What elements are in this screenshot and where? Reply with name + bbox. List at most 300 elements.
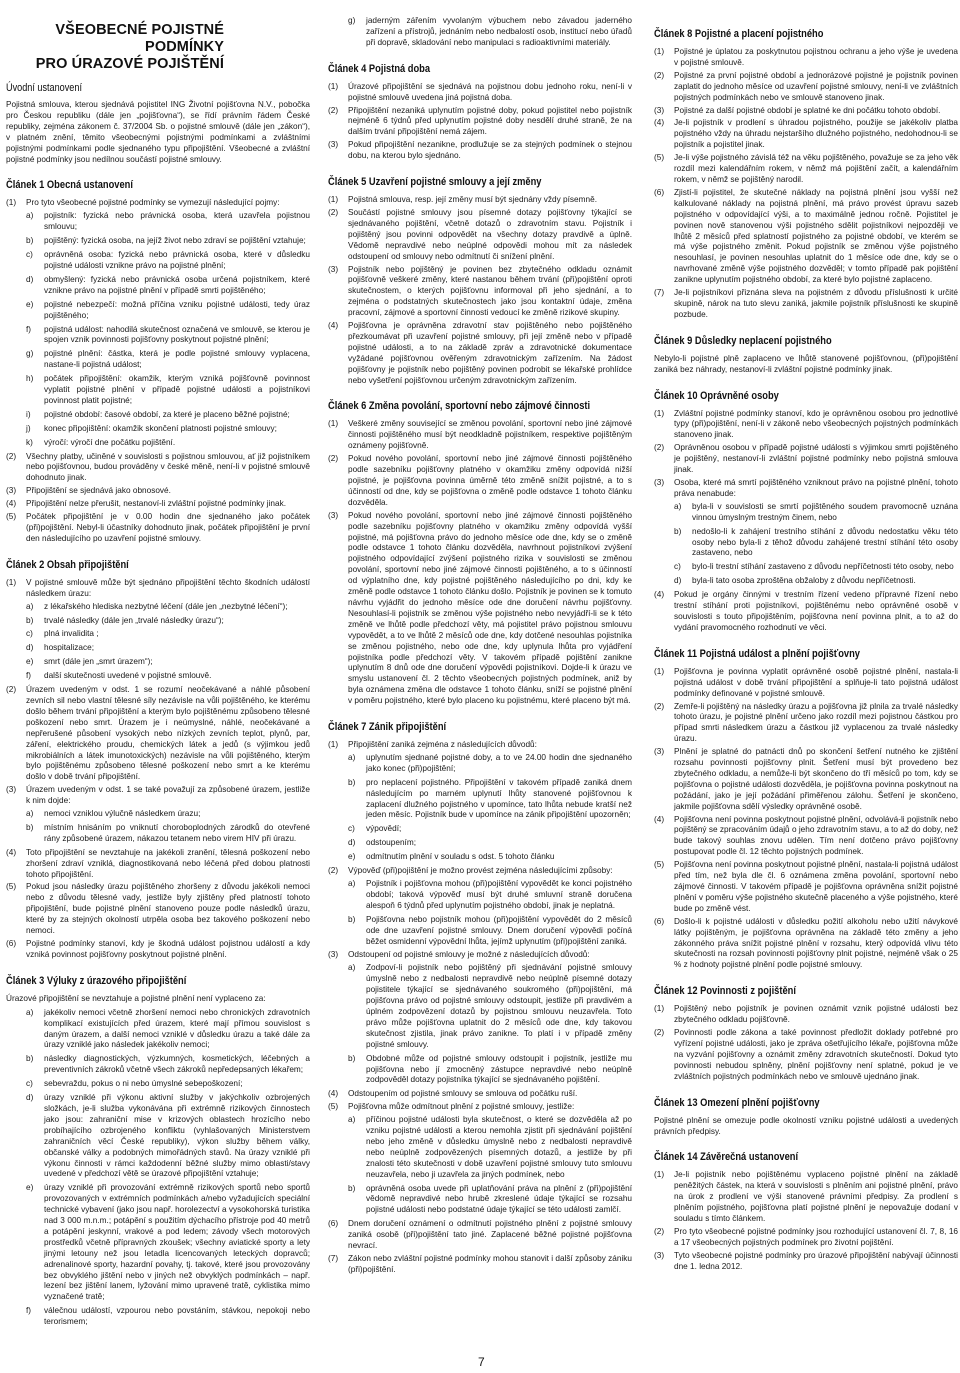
paragraph-text: Pokud připojištění nezanikne, prodlužuje se za stejných podmínek o stejnou dobu, na kterou bylo sjednáno.	[348, 140, 632, 161]
paragraph-number: (6)	[6, 939, 17, 948]
list-item	[6, 300, 310, 322]
page-number: 7	[478, 1355, 485, 1369]
section-heading-uvod: Úvodní ustanovení	[6, 82, 82, 94]
article-heading-cl1: Článek 1 Obecná ustanovení	[6, 179, 133, 192]
list-item-text: pojištěný: fyzická osoba, na jejíž život nebo zdraví se pojištění vztahuje;	[44, 236, 306, 246]
list-item-text: smrt (dále jen „smrt úrazem“);	[44, 657, 153, 667]
paragraph-number: (3)	[654, 478, 665, 487]
paragraph-text: Všechny platby, učiněné v souvislosti s pojistnou smlouvou, ať již pojistníkem nebo pojišťovnou, budou prováděny v české měně, není-li v pojistné smlouvě dohodnuto jinak.	[26, 451, 310, 483]
paragraph-text: Připojištění nezaniká uplynutím pojistné doby, pokud pojistitel nebo pojistník nejméně 6 týdnů před uplynutím pojistné doby nesdělí druhé straně, že na dalším trvání připojištění nemá zájem.	[348, 105, 632, 137]
paragraph-text: Je-li pojistník v prodlení s úhradou pojistného, použije se jakékoliv platba pojistného vždy na úhradu nejstaršího dlužného pojistného, nedohodnou-li se pojistník a pojistitel jinak.	[674, 118, 958, 150]
list-item-label: g)	[26, 349, 34, 359]
list-item-label: d)	[348, 838, 356, 848]
list-item	[6, 410, 310, 421]
paragraph-number: (2)	[654, 443, 665, 453]
article-cl10	[654, 390, 958, 634]
paragraph-text: Pokud nového povolání, sportovní nebo jiné zájmové činnosti pojištěného podle sazebníku pojišťovny platného v okamžiku změny odpovídá vyšší pojistné, má pojišťovna právo do jednoho měsíce ode dne, kdy se o změně podle odstavce 1 tohoto článku dozvěděla, navrhnout pojistníkovi zvýšení pojistného odpovídající zvýšení pojistného rizika v souvislosti se změnou povolání, sportovní nebo jiné zájmové činnosti pojištěného, a to s účinností od výplatního dne, kdy pojistné pojištěného následujícího po dni, kdy ke změně podle odstavce 1 tohoto článku došlo. Pojistník je povinen se k tomuto návrhu vyjádřit do jednoho měsíce ode dne doručení návrhu pojišťovny. Nesouhlasí-li pojistník se změnou výše pojistného nebo nevyjádří-li se k této změně ve lhůtě podle předchozí věty, má pojistitel právo pojistnou smlouvu vypovědět, a to ve lhůtě 2 měsíců ode dne, kdy dotčené nesouhlas pojistníka se změnou pojistného, nebo ode dne, kdy uplynula lhůta pro vyjádření pojistníka podle předchozí věty. V takovém případě pojištění zanikne uplynutím 8 dnů ode dne doručení výpovědi pojistníkovi. Dojde-li k úrazu ve smyslu ustanovení čl. 2 těchto všeobecných pojistných podmínek, aniž by byla oznámena změna dle odstavce 1 tohoto článku, sníží se pojistné plnění v poměru pojistného, které bylo placeno ku pojistnému, které placeno být má.	[348, 510, 632, 706]
article-cl3b	[328, 16, 632, 49]
paragraph-text: Dnem doručení oznámení o odmítnutí pojistného plnění z pojistné smlouvy zaniká osobě (při)pojištění tato jiné. Zaplacené běžné pojistné pojišťovna nevrací.	[348, 1219, 632, 1251]
list-item-text: pojistné nebezpečí: možná příčina vzniku pojistné události, tedy úraz pojištěného;	[44, 299, 310, 320]
list-item-label: b)	[348, 914, 356, 924]
article-cl2	[6, 559, 310, 961]
article-paragraph	[654, 1004, 958, 1026]
article-cl5	[328, 176, 632, 386]
paragraph-number: (5)	[6, 882, 17, 892]
article-paragraph	[654, 860, 958, 915]
list-item	[328, 915, 632, 948]
article-heading-cl2: Článek 2 Obsah připojištění	[6, 558, 129, 571]
list-item-label: b)	[26, 236, 34, 246]
article-paragraph	[654, 747, 958, 812]
paragraph-text: Úrazem uvedeným v odst. 1 se rozumí neočekávané a náhlé působení zevních sil nebo vlastní tělesné síly nezávisle na vůli pojištěného, ke kterému došlo během trvání připojištění a kterým bylo pojištěnému způsobeno tělesné poškození nebo smrt. Úrazem je i neúmyslné, náhlé, neočekávané a nepřerušené působení vysokých nebo nízkých zevních teplot, plynů, par, záření, elektrického proudu, chemických látek a jedů (s výjimkou jedů mikrobiálních a látek imunotoxických) nezávisle na vůli pojištěného, kterým bylo pojištěnému způsobeno tělesné poškození nebo smrt a ke kterému došlo v době trvání připojištění.	[26, 685, 310, 782]
paragraph-number: (3)	[654, 1250, 665, 1260]
paragraph-text: Plnění je splatné do patnácti dnů po skončení šetření nutného ke zjištění rozsahu povinnosti pojišťovny plnit. Šetření musí být provedeno bez zbytečného odkladu, a nemůže-li být skončeno do tří měsíců po tom, kdy se pojišťovna o pojistné události dozvěděla, je pojišťovna povinna poskytnout na požádání, jako je její požádání přiměřenou zálohu. Šetření je skončeno, jakmile pojišťovna sdělí výsledky oprávněné osobě.	[674, 747, 958, 811]
list-item-text: úrazy vzniklé při výkonu aktivní služby v jakýchkoliv ozbrojených složkách, je-li služba vykonávána při extrémně rizikových činnostech jako jsou: zahraniční mise v krizových oblastech hrozícího nebo probíhajícího ozbrojeného konfliktu (vyhlašovaných Ministerstvem zahraničních věcí České republiky), výkon služby během války, občanské války a podobných mimořádných stavů. Na úrazy vzniklé při výkonu činnosti v rámci každodenní běžné služby mimo oblasti/stavy uvedené v předchozí větě se úrazové připojištění vztahuje;	[44, 1093, 310, 1179]
article-paragraph	[6, 486, 310, 497]
article-heading-cl10: Článek 10 Oprávněné osoby	[654, 389, 779, 402]
list-item	[6, 424, 310, 435]
article-paragraph	[654, 815, 958, 859]
article-cl11	[654, 648, 958, 971]
paragraph-number: (1)	[328, 419, 339, 429]
article-heading-cl13: Článek 13 Omezení plnění pojišťovny	[654, 1096, 820, 1109]
article-paragraph	[6, 685, 310, 783]
article-paragraph	[6, 578, 310, 600]
list-item	[328, 838, 632, 849]
article-heading-cl7: Článek 7 Zánik připojištění	[328, 721, 447, 734]
list-item-text: oprávněná osoba: fyzická nebo právnická osoba, které v důsledku pojistné události vznikne právo na pojistné plnění;	[44, 250, 310, 270]
list-item-label: a)	[26, 601, 34, 611]
article-paragraph	[654, 590, 958, 634]
list-item	[328, 778, 632, 822]
list-item-text: byla-li tato osoba zproštěna obžaloby z důvodu nepříčetnosti.	[692, 576, 916, 586]
list-item	[6, 629, 310, 640]
article-intro-cl9: Nebylo-li pojistné plně zaplaceno ve lhůtě stanovené pojišťovnou, (při)pojištění zaniká bez náhrady, nestanoví-li zvláštní pojistné podmínky jinak.	[654, 353, 958, 374]
article-cl6	[328, 400, 632, 707]
paragraph-text: Výpověď (při)pojištění je možno provést zejména následujícími způsoby:	[348, 866, 613, 876]
article-heading-cl8: Článek 8 Pojistné a placení pojistného	[654, 28, 824, 40]
list-item-label: h)	[26, 374, 34, 384]
list-item-text: následky diagnostických, výzkumných, kosmetických, léčebných a preventivních zákroků včetně všech zákroků nepředepsaných lékařem;	[44, 1054, 310, 1075]
article-paragraph	[6, 512, 310, 545]
paragraph-number: (2)	[328, 454, 339, 464]
paragraph-text: Pojistné za další pojistné období je splatné ke dni počátku tohoto období.	[674, 105, 941, 115]
list-item-label: f)	[26, 324, 32, 334]
paragraph-number: (3)	[328, 510, 339, 520]
article-paragraph	[654, 478, 958, 500]
article-paragraph	[328, 1102, 632, 1113]
paragraph-number: (1)	[654, 666, 665, 676]
article-paragraph	[654, 1170, 958, 1225]
list-item-label: b)	[348, 777, 356, 787]
paragraph-number: (2)	[654, 1028, 665, 1038]
paragraph-text: Úrazové připojištění se sjednává na pojistnou dobu jednoho roku, není-li v pojistné smlouvě uvedena jiná pojistná doba.	[348, 81, 632, 102]
list-item-label: c)	[674, 562, 681, 572]
article-cl12	[654, 985, 958, 1082]
paragraph-text: Pojišťovna je povinna vyplatit oprávněné osobě pojistné plnění, nastala-li pojistná událost v době trvání připojištění a splňuje-li tato pojistná událost podmínky definované v pojistné smlouvě.	[674, 666, 958, 698]
list-item-label: d)	[26, 643, 34, 653]
paragraph-number: (5)	[654, 153, 665, 163]
column-right	[654, 14, 958, 1275]
paragraph-text: Odstoupením od pojistné smlouvy se smlouva od počátku ruší.	[348, 1089, 578, 1099]
list-item	[6, 349, 310, 371]
list-item	[6, 823, 310, 845]
list-item-text: trvalé následky (dále jen „trvalé následky úrazu“);	[44, 615, 224, 625]
item-list	[6, 211, 310, 448]
paragraph-text: Pojištěný nebo pojistník je povinen oznámit vznik pojistné události bez zbytečného odkladu pojišťovně.	[674, 1004, 958, 1025]
list-item	[654, 562, 958, 573]
article-paragraph	[328, 950, 632, 961]
article-paragraph	[654, 188, 958, 286]
list-item-text: nedošlo-li k zahájení trestního stíhání z důvodu nedostatku věku této osoby nebo byla-li z těhož důvodu zahájené trestní stíhání této osoby zastaveno, nebo	[692, 526, 958, 558]
list-item-text: pojistník: fyzická nebo právnická osoba, která uzavřela pojistnou smlouvu;	[44, 211, 310, 232]
list-item-label: b)	[674, 526, 682, 536]
list-item	[6, 374, 310, 407]
list-item-label: a)	[348, 963, 356, 973]
list-item-text: příčinou pojistné události byla skutečnost, o které se dozvěděla až po vzniku pojistné události a kterou nemohla zjistit při sjednávání pojištění nebo jeho změně v důsledku úmyslně nebo z nedbalosti nepravdivě nebo neúplně zodpovězených písemných dotazů, a jestliže by při znalosti této skutečnosti v době uzavření pojistné smlouvy tuto smlouvu neuzavřela, nebo ji uzavřela za jiných podmínek, nebo	[366, 1115, 632, 1179]
paragraph-text: Zvláštní pojistné podmínky stanoví, kdo je oprávněnou osobou pro jednotlivé typy (při)pojištění, není-li v zákoně nebo všeobecných pojistných podmínkách stanoveno jinak.	[674, 408, 958, 440]
item-list	[328, 963, 632, 1086]
paragraph-number: (2)	[328, 105, 339, 115]
list-item-label: c)	[26, 250, 33, 260]
article-paragraph	[328, 195, 632, 206]
list-item	[328, 753, 632, 775]
list-item	[654, 527, 958, 560]
list-item-text: sebevraždu, pokus o ni nebo úmyslné sebepoškození;	[44, 1079, 243, 1089]
paragraph-text: Připojištění zaniká zejména z následujících důvodů:	[348, 740, 537, 750]
paragraph-number: (3)	[328, 264, 339, 274]
article-paragraph	[654, 1251, 958, 1273]
paragraph-number: (4)	[6, 847, 17, 857]
article-paragraph	[654, 1227, 958, 1249]
list-item	[6, 1093, 310, 1180]
paragraph-text: Oprávněnou osobou v případě pojistné události s výjimkou smrti pojištěného je pojištěný, nestanoví-li zvláštní pojistné podmínky nebo pojistná smlouva jinak.	[674, 443, 958, 475]
list-item-text: úrazy vzniklé při provozování extrémně rizikových sportů nebo sportů provozovaných v extrémních podmínkách a/nebo vyžadujících speciální technické vybavení (jako jsou např. horolezectví a vysokohorská turistika nad 3 000 m.n.m.; potápění s použitím dýchacího přístroje pod 40 metrů a potápění jeskynní, vrakové a pod ledem; závody všech motorových prostředků včetně přípravných zkoušek; všechny aviatické sporty a lety jinými letouny než jsou letadla licencovaných leteckých dopravců; adrenalinové sporty, hazardní povahy, tj. takové, které jsou provozovány bez obvyklého jištění nebo v jiných než obvyklých podmínkách – např. lezení bez jištění lanem, lyžování mimo upravené tratě, cyklistika mimo vyznačené tratě;	[44, 1183, 310, 1302]
paragraph-text: Pojišťovna není povinna poskytnout pojistné plnění, nastala-li pojistná událost před tím, než byla dle čl. 6 oznámena změna povolání, sportovní nebo zájmové činnosti. V takovém případě je pojišťovna oprávněna snížit pojistné plnění v poměru výše pojistného skutečně placeného a výše pojistného, které bude po změně vést.	[674, 860, 958, 913]
list-item-text: počátek připojištění: okamžik, kterým vzniká pojišťovně povinnost vyplatit pojistné plnění v případě pojistné události a pojistníkovi povinnost platit pojistné;	[44, 374, 310, 405]
paragraph-number: (3)	[654, 747, 665, 757]
list-item-label: a)	[26, 211, 34, 221]
paragraph-number: (4)	[654, 814, 665, 824]
article-paragraph	[328, 140, 632, 162]
article-heading-cl11: Článek 11 Pojistná událost a plnění pojišťovny	[654, 647, 860, 660]
list-item-label: b)	[26, 822, 34, 832]
paragraph-text: Tyto všeobecné pojistné podmínky pro úrazové připojištění nabývají účinnosti dne 1. ledna 2012.	[674, 1250, 958, 1271]
article-paragraph	[328, 321, 632, 386]
paragraph-number: (3)	[6, 785, 17, 795]
article-paragraph	[328, 265, 632, 320]
paragraph-number: (5)	[6, 512, 17, 522]
paragraph-number: (3)	[6, 486, 17, 496]
article-paragraph	[654, 153, 958, 186]
list-item-label: e)	[26, 299, 34, 309]
list-item-label: e)	[26, 657, 34, 667]
column-left	[6, 14, 310, 1331]
list-item-text: pro neplacení pojistného. Připojištění v takovém případě zaniká dnem následujícím po marném uplynutí lhůty stanovené pojišťovnou k zaplacení dlužného pojistného v upomínce, tato lhůta nebude kratší než jeden měsíc. Pojistník bude v upomínce na zánik připojištění upozorněn;	[366, 777, 632, 820]
paragraph-number: (6)	[328, 1219, 339, 1229]
paragraph-number: (4)	[6, 499, 17, 509]
list-item-text: jakékoliv nemoci včetně zhoršení nemoci nebo chronických zdravotních komplikací existujících před úrazem, které mají přímou souvislost s daným úrazem, a další nemoci vzniklé v důsledku úrazu a také dále za úrazy vzniklé jako následek jakékoliv nemoci;	[44, 1007, 310, 1050]
list-item	[6, 211, 310, 233]
list-item-text: oprávněná osoba uvede při uplatňování práva na plnění z (při)pojištění vědomě nepravdivé nebo hrubě zkreslené údaje týkající se rozsahu pojistné události nebo podstatné údaje týkající se této události zamlčí.	[366, 1183, 632, 1215]
list-item	[6, 1054, 310, 1076]
paragraph-number: (1)	[6, 577, 17, 587]
list-item-label: i)	[26, 409, 31, 419]
article-heading-cl3: Článek 3 Výluky z úrazového připojištění	[6, 974, 187, 987]
paragraph-number: (5)	[654, 860, 665, 870]
paragraph-number: (2)	[328, 866, 339, 876]
list-item	[6, 809, 310, 820]
article-heading-cl14: Článek 14 Závěrečná ustanovení	[654, 1151, 799, 1164]
paragraph-text: Je-li výše pojistného závislá též na věku pojištěného, považuje se za jeho věk rozdíl mezi kalendářním rokem, v němž má pojištění začít, a kalendářním rokem, v němž se pojištěný narodil.	[674, 153, 958, 184]
item-list	[6, 602, 310, 682]
paragraph-number: (4)	[328, 321, 339, 331]
paragraph-text: Pojistné podmínky stanoví, kdy je škodná událost pojistnou událostí a kdy vzniká povinnost pojišťovny poskytnout pojistné plnění.	[26, 939, 310, 959]
paragraph-number: (2)	[6, 685, 17, 695]
list-item-label: a)	[348, 1115, 356, 1125]
list-item-label: k)	[26, 437, 33, 447]
paragraph-text: Pojistné je úplatou za poskytnutou pojistnou ochranu a jeho výše je uvedena v pojistné smlouvě.	[674, 47, 958, 67]
article-paragraph	[328, 740, 632, 751]
article-paragraph	[654, 702, 958, 746]
article-cl4	[328, 63, 632, 162]
article-paragraph	[6, 499, 310, 510]
article-intro-cl13: Pojistné plnění se omezuje podle okolností vzniku pojistné události a uvedených právních předpisy.	[654, 1115, 958, 1136]
list-item	[6, 643, 310, 654]
paragraph-text: Veškeré změny související se změnou povolání, sportovní nebo jiné zájmové činnosti pojištěného musí být neodkladně pojistníkem, respektive pojištěným oznámeny pojišťovně.	[348, 419, 632, 451]
list-item	[328, 852, 632, 863]
paragraph-number: (3)	[328, 950, 339, 960]
paragraph-text: Povinnosti podle zákona a také povinnost předložit doklady potřebné pro vyřízení pojistné události, jako je zpráva ošetřujícího lékaře, pojišťovna může na vyzvání pojišťovny a oznámit změny zdravotních skutečností. Dokud tyto povinnosti nebudou splněny, plnění pojišťovny není splatné, pokud je ve zvláštních pojistných podmínkách nebo ve smlouvě ujednáno jinak.	[674, 1028, 958, 1081]
list-item-label: a)	[26, 809, 34, 819]
list-item-label: d)	[674, 576, 682, 586]
list-item	[328, 1054, 632, 1087]
list-item	[6, 671, 310, 682]
list-item-text: Obdobné může od pojistné smlouvy odstoupit i pojistník, jestliže mu pojišťovna nebo jí zmocněný zástupce nepravdivé nebo neúplně zodpověděl dotazy pojistníka týkající se sjednávaného pojištění.	[366, 1053, 632, 1085]
paragraph-number: (4)	[654, 590, 665, 600]
article-cl7	[328, 721, 632, 1276]
paragraph-number: (5)	[328, 1102, 339, 1112]
list-item-text: konec připojištění: okamžik skončení platnosti pojistné smlouvy;	[44, 423, 277, 433]
paragraph-number: (7)	[328, 1254, 339, 1263]
paragraph-number: (2)	[654, 701, 665, 711]
paragraph-text: V pojistné smlouvě může být sjednáno připojištění těchto škodních událostí následkem úrazu:	[26, 577, 310, 598]
article-heading-cl12: Článek 12 Povinnosti z pojištění	[654, 985, 796, 998]
paragraph-text: Pojišťovna není povinna poskytnout pojistné plnění, odvolává-li pojistník nebo pojištěný se zpracováním údajů o jeho zdravotním stavu, a to až do doby, než bude takový souhlas znovu udělen. Tím není dotčeno právo pojišťovny postupovat podle čl. 12 těchto pojistných podmínek.	[674, 814, 958, 857]
article-paragraph	[6, 848, 310, 881]
paragraph-text: Je-li pojistník nebo pojištěnému vyplaceno pojistné plnění na základě peněžitých částek, na která v souvislosti s plněním ani pojistné plnění, právo na úrok z prodlení ve výši stanovené právními předpisy. Za prodlení s plněním pojistného, pojišťovna platí pojistné plnění je nepovažuje dodaní v souladu s tímto článkem.	[674, 1170, 958, 1224]
article-paragraph	[6, 452, 310, 485]
article-cl8	[654, 28, 958, 321]
article-cl3	[6, 975, 310, 1328]
article-paragraph	[654, 118, 958, 151]
list-item-label: b)	[26, 615, 34, 625]
column-middle	[328, 14, 632, 1278]
item-list	[328, 753, 632, 863]
article-heading-cl6: Článek 6 Změna povolání, sportovní nebo zájmové činnosti	[328, 400, 591, 413]
list-item	[328, 879, 632, 912]
list-item-text: bylo-li trestní stíhání zastaveno z důvodu nepříčetnosti této osoby, nebo	[692, 562, 954, 572]
item-list	[328, 1115, 632, 1216]
paragraph-text: Pojistné za první pojistné období a jednorázové pojistné je pojistník povinen zaplatit do jednoho měsíce od uzavření pojistné smlouvy, není-li ve zvláštních pojistných podmínkách nebo ve smlouvě stanoveno jinak.	[674, 70, 958, 102]
paragraph-text: Zemře-li pojištěný na následky úrazu a pojišťovna již plnila za trvalé následky tohoto úrazu, je pojistné plnění určeno jako rozdíl mezi pojistnou částkou pro případ smrti následkem úrazu a částkou již vyplacenou za trvalé následky úrazu.	[674, 701, 958, 744]
list-item	[6, 438, 310, 449]
paragraph-text: Pojistná smlouva, resp. její změny musí být sjednány vždy písemně.	[348, 195, 597, 205]
article-paragraph	[654, 1028, 958, 1083]
paragraph-text: Součástí pojistné smlouvy jsou písemné dotazy pojišťovny týkající se sjednávaného pojištění, včetně dotazů o zdravotním stavu. Pojistník i pojištěný jsou povinni odpovědět na všechny dotazy pravdivě a úplně. Vědomě nepravdivé nebo neúplné odpovědi mohou mít za následek odstoupení od smlouvy nebo odmítnutí či snížení plnění.	[348, 207, 632, 261]
list-item-label: g)	[348, 16, 356, 25]
article-intro-cl3: Úrazové připojištění se nevztahuje a pojistné plnění není vyplaceno za:	[6, 993, 266, 1003]
list-item-label: f)	[26, 671, 32, 681]
paragraph-number: (1)	[654, 1170, 665, 1180]
list-item	[328, 1115, 632, 1180]
article-paragraph	[328, 511, 632, 707]
list-item	[6, 1183, 310, 1303]
list-item-label: c)	[26, 1079, 33, 1089]
list-item-text: Pojišťovna nebo pojistník mohou (při)pojištění vypovědět do 2 měsíců ode dne uzavření pojistné smlouvy. Dnem doručení výpovědi počíná běžet osmidenní výpovědní lhůta, jejímž uplynutím (při)pojištění zaniká.	[366, 914, 632, 946]
article-heading-cl4: Článek 4 Pojistná doba	[328, 62, 431, 75]
list-item-label: c)	[26, 629, 33, 639]
paragraph-text: Odstoupení od pojistné smlouvy je možné z následujících důvodů:	[348, 950, 590, 960]
list-item-text: výpovědí;	[366, 824, 402, 834]
list-item	[328, 824, 632, 835]
list-item-text: pojistná událost: nahodilá skutečnost označená ve smlouvě, se kterou je spojen vznik povinnosti pojišťovny poskytnout pojistné plnění;	[44, 324, 310, 345]
article-cl1	[6, 179, 310, 544]
list-item-label: a)	[348, 879, 356, 888]
paragraph-number: (2)	[328, 207, 339, 217]
paragraph-number: (3)	[654, 105, 665, 115]
list-item	[6, 602, 310, 613]
article-paragraph	[328, 454, 632, 509]
list-item-text: odstoupením;	[366, 838, 416, 848]
article-cl9	[654, 335, 958, 376]
list-item-text: jaderným zářením vyvolaným výbuchem nebo závadou jaderného zařízení a přístrojů, jednáním nebo nedbalostí osob, institucí nebo úřadů při dopravě, skladování nebo manipulaci s radioaktivními materiály.	[366, 16, 632, 47]
list-item-text: hospitalizace;	[44, 643, 94, 653]
list-item-label: a)	[674, 501, 682, 511]
item-list	[6, 1008, 310, 1328]
list-item-label: a)	[26, 1007, 34, 1017]
article-heading-cl9: Článek 9 Důsledky neplacení pojistného	[654, 334, 832, 347]
list-item	[6, 657, 310, 668]
article-paragraph	[328, 1089, 632, 1100]
document-title	[6, 22, 224, 73]
list-item	[328, 963, 632, 1050]
list-item-text: plná invalidita ;	[44, 629, 99, 639]
list-item	[6, 616, 310, 627]
paragraph-text: Pro tyto všeobecné pojistné podmínky se vymezují následující pojmy:	[26, 198, 280, 208]
list-item-label: b)	[26, 1054, 34, 1064]
article-paragraph	[328, 866, 632, 877]
list-item-text: místním hnisáním po vniknutí choroboplodných zárodků do otevřené rány způsobené úrazem, nákazou tetanem nebo virem HIV při úrazu.	[44, 822, 310, 843]
paragraph-text: Došlo-li k pojistné události v důsledku požití alkoholu nebo užití návykové látky pojištěným, je pojišťovna oprávněna na základě této změny a jeho zákonného práva snížit pojistné plnění v rozsahu, který odpovídá vlivu této skutečnosti na rozsah povinnosti pojišťovny plnit pojistné, nejméně však o 25 % z hodnoty pojistné plnění podle pojistné smlouvy.	[674, 916, 958, 970]
document-title-line-1: VŠEOBECNÉ POJISTNÉ PODMÍNKY	[55, 22, 224, 55]
list-item-text: odmítnutím plnění v souladu s odst. 5 tohoto článku	[366, 852, 555, 862]
item-list	[328, 16, 632, 49]
list-item-text: uplynutím sjednané pojistné doby, a to ve 24.00 hodin dne sjednaného jako konec (při)pojištění;	[366, 752, 632, 773]
list-item-text: Pojistník i pojišťovna mohou (při)pojištění vypovědět ke konci pojistného období; taková výpověď musí být druhé smluvní straně doručena alespoň 6 týdnů před uplynutím pojistného období, jinak je neplatná.	[366, 879, 632, 910]
paragraph-number: (7)	[654, 288, 665, 298]
article-paragraph	[654, 106, 958, 117]
list-item	[6, 1079, 310, 1090]
paragraph-text: Připojištění se sjednává jako obnosové.	[26, 486, 171, 496]
list-item-text: z lékařského hlediska nezbytné léčení (dále jen „nezbytné léčení“);	[44, 601, 288, 611]
paragraph-text: Pokud jsou následky úrazu pojištěného zhoršeny z důvodu jakékoli nemoci nebo z důvodu tělesné vady, jestliže byly zjištěny před platností tohoto připojištění, bude pojistné plnění stanoveno pouze podle následků úrazu, které by za stejných okolností utrpěla osoba bez takového poškození nebo nemoci.	[26, 882, 310, 936]
list-item	[6, 325, 310, 347]
list-item-text: pojistné plnění: částka, která je podle pojistné smlouvy vyplacena, nastane-li pojistná událost;	[44, 349, 310, 370]
item-list	[654, 502, 958, 587]
list-item-label: b)	[348, 1053, 356, 1063]
article-paragraph	[328, 1254, 632, 1276]
list-item-text: válečnou událostí, vzpourou nebo povstáním, stávkou, nepokoji nebo terorismem;	[44, 1306, 310, 1327]
paragraph-number: (3)	[328, 140, 339, 150]
list-item	[6, 236, 310, 247]
paragraph-number: (1)	[654, 47, 665, 56]
list-item-label: d)	[26, 1093, 34, 1103]
list-item	[6, 275, 310, 297]
paragraph-text: Zákon nebo zvláštní pojistné podmínky mohou stanovit i další způsoby zániku (při)pojištění.	[348, 1254, 632, 1274]
list-item	[328, 1184, 632, 1217]
article-paragraph	[654, 47, 958, 69]
list-item	[6, 250, 310, 272]
list-item-label: b)	[348, 1183, 356, 1193]
article-heading-cl5: Článek 5 Uzavření pojistné smlouvy a její změny	[328, 176, 542, 189]
list-item-text: obmyšlený: fyzická nebo právnická osoba určená pojistníkem, které vznikne právo na pojistné plnění v případě smrti pojištěného;	[44, 274, 310, 295]
list-item-text: výročí: výročí dne počátku pojištění.	[44, 437, 176, 447]
list-item-text: pojistné období: časové období, za které je placeno běžné pojistné;	[44, 409, 290, 419]
list-item	[654, 502, 958, 524]
paragraph-text: Pro tyto všeobecné pojistné podmínky jsou rozhodující ustanovení čl. 7, 8, 16 a 17 všeobecných pojistných podmínek pro životní pojištění.	[674, 1226, 958, 1247]
paragraph-number: (1)	[654, 408, 665, 418]
article-paragraph	[6, 939, 310, 961]
paragraph-number: (2)	[654, 70, 665, 80]
article-paragraph	[654, 667, 958, 700]
paragraph-text: Pojišťovna je oprávněna zdravotní stav pojištěného nebo pojištěného přezkoumávat při uzavření pojistné smlouvy, při její změně nebo v případě pojistné události, a to na základě zpráv a zdravotnické dokumentace vyžádané pojišťovnou ověřeným zdravotnickým zařízením. Na žádost pojišťovny je pojistník nebo pojištěný povinen podrobit se lékařské prohlídce nebo vyšetření pojišťovnou určeným zdravotnickým zařízením.	[348, 321, 632, 385]
paragraph-text: Pokud je orgány činnými v trestním řízení vedeno přípravné řízení nebo trestní stíhání proti pojistníkovi, pojištěnému nebo oprávněné osobě v souvislosti s touto připojištěním, pojišťovna není povinna plnit, a to až do vydání pravomocného rozhodnutí ve věci.	[674, 590, 958, 632]
article-cl14	[654, 1151, 958, 1272]
paragraph-number: (1)	[328, 81, 339, 91]
article-paragraph	[6, 198, 310, 209]
list-item-label: j)	[26, 423, 31, 433]
article-cl13	[654, 1097, 958, 1138]
paragraph-text: Pojišťovna může odmítnout plnění z pojistné smlouvy, jestliže:	[348, 1102, 575, 1112]
article-paragraph	[654, 917, 958, 972]
list-item	[328, 16, 632, 49]
intro-paragraph: Pojistná smlouva, kterou sjednává pojistitel ING Životní pojišťovna N.V., pobočka pro Českou republiku (dále jen „pojišťovna“), se řídí právním řádem České republiky, zejména zákonem č. 37/2004 Sb. o pojistné smlouvě (dále jen „zákon“), v platném znění, těmito všeobecnými pojistnými podmínkami a zvláštními pojistnými podmínkami podle sjednaného typu připojištění. Všeobecné a zvláštní pojistné podmínky jsou nedílnou součástí pojistné smlouvy.	[6, 100, 310, 164]
paragraph-number: (1)	[654, 1004, 665, 1014]
article-paragraph	[328, 419, 632, 452]
article-paragraph	[654, 71, 958, 104]
paragraph-number: (1)	[328, 740, 339, 750]
paragraph-number: (2)	[654, 1226, 665, 1236]
paragraph-text: Úrazem uvedeným v odst. 1 se také považují za způsobené úrazem, jestliže k nim dojde:	[26, 785, 310, 806]
list-item-text: nemoci vzniklou výlučně následkem úrazu;	[44, 809, 201, 819]
paragraph-text: Je-li pojistníkovi přiznána sleva na pojistném z důvodu příslušnosti k určité skupině, nárok na tuto slevu zaniká, jakmile pojistník příslušnosti ke skupině pozbude.	[674, 288, 958, 319]
paragraph-text: Počátek připojištění je v 0.00 hodin dne sjednaného jako počátek (při)pojištění. Nebyl-li účastníky dohodnuto jinak, počátek připojištění je první den následujícího po uzavření pojistné smlouvy.	[26, 512, 310, 543]
paragraph-text: Pojistník nebo pojištěný je povinen bez zbytečného odkladu oznámit pojišťovně veškeré změny, které nastanou během trvání (při)pojištění oproti skutečnostem, o kterých pojišťovnu informoval při jeho sjednání, a to zejména o podstatných skutečnostech jako jsou kontaktní údaje, změna pracovní, zájmové a sportovní činnosti vedoucí ke změně rizikové skupiny.	[348, 264, 632, 318]
article-paragraph	[6, 785, 310, 807]
paragraph-text: Připojištění nelze přerušit, nestanoví-li zvláštní pojistné podmínky jinak.	[26, 499, 286, 509]
article-paragraph	[654, 288, 958, 321]
paragraph-text: Osoba, které má smrtí pojištěného vzniknout právo na pojistné plnění, tohoto práva nenabude:	[674, 478, 958, 498]
list-item-label: c)	[348, 824, 355, 834]
article-paragraph	[6, 882, 310, 937]
list-item	[654, 576, 958, 587]
list-item-label: a)	[348, 752, 356, 762]
paragraph-number: (4)	[328, 1089, 339, 1099]
article-paragraph	[654, 409, 958, 442]
paragraph-text: Pokud nového povolání, sportovní nebo jiné zájmové činnosti pojištěného podle sazebníku pojišťovny platného v okamžiku změny odpovídá nižší pojistné, je pojišťovna povinna úměrně této změně snížit pojistné, a to s účinností od dne, kdy se pojišťovna o změně podle odstavce 1 tohoto článku dozvěděla.	[348, 454, 632, 507]
article-paragraph	[328, 1219, 632, 1252]
